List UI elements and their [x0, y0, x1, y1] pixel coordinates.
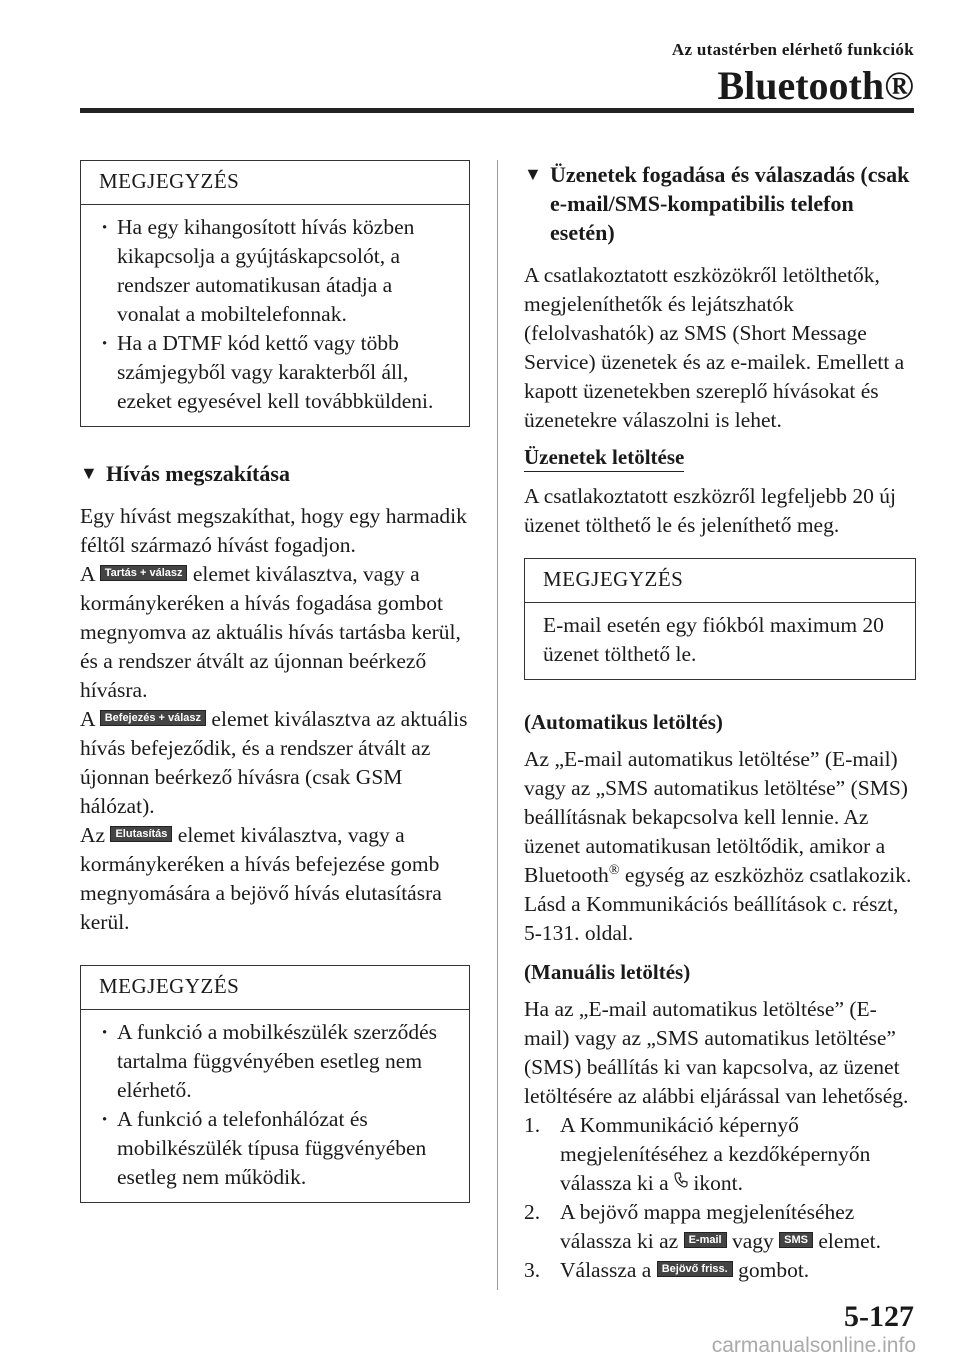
paragraph: Egy hívást megszakíthat, hogy egy harmadik féltől származó hívást fogadjon.	[80, 504, 467, 557]
chapter-header: Az utastérben elérhető funkciók	[671, 40, 914, 59]
triangle-icon: ▼	[524, 164, 542, 184]
note-text: E-mail esetén egy fiókból maximum 20 üzenet tölthető le.	[543, 613, 884, 666]
new-inbox-key: Bejövő friss.	[657, 1261, 733, 1277]
right-column	[524, 160, 916, 1285]
sms-key: SMS	[779, 1232, 813, 1248]
watermark: carmanualsonline.info	[711, 1334, 916, 1357]
left-column	[80, 160, 470, 1203]
paragraph: A csatlakoztatott eszközökről letölthetők, megjeleníthetők és lejátszhatók (felolvashatók) az SMS (Short Message Service) üzenetek és az e-mailek. Emellett a kapott üzenetekben szereplő hívásokat és üzenetekre válaszolni is lehet.	[524, 263, 905, 432]
paragraph: Az Elutasítás elemet kiválasztva, vagy a kormánykeréken a hívás befejezése gomb megnyomására a bejövő hívás elutasításra kerül.	[80, 823, 442, 934]
step-item: 2. A bejövő mappa megjelenítéséhez válassza ki az E-mail vagy SMS elemet.	[524, 1200, 882, 1253]
end-answer-key: Befejezés + válasz	[100, 710, 206, 726]
header-rule	[80, 108, 914, 113]
column-divider	[497, 160, 498, 1290]
page-title: Bluetooth®	[717, 63, 914, 108]
paragraph: Az „E-mail automatikus letöltése” (E-mail) vagy az „SMS automatikus letöltése” (SMS) beállításnak bekapcsolva kell lennie. Az üzenet automatikusan letöltődik, amikor a Bluetooth® egység az eszközhöz csatlakozik.	[524, 747, 912, 887]
communication-icon	[674, 1172, 688, 1188]
hold-answer-key: Tartás + válasz	[100, 565, 188, 581]
subsection-heading: Üzenetek letöltése	[524, 445, 684, 472]
paragraph: A Befejezés + válasz elemet kiválasztva az aktuális hívás befejeződik, és a rendszer átvált az újonnan beérkező hívásra (csak GSM hálózat).	[80, 707, 468, 818]
auto-download-heading: (Automatikus letöltés)	[524, 710, 723, 734]
section-heading: ▼ Hívás megszakítása	[80, 461, 290, 486]
paragraph: A Tartás + válasz elemet kiválasztva, vagy a kormánykeréken a hívás fogadása gombot megnyomva az aktuális hívás tartásba kerül, és a rendszer átvált az újonnan beérkező hívásra.	[80, 562, 461, 702]
reference: Lásd a Kommunikációs beállítások c. részt, 5-131. oldal.	[524, 892, 899, 945]
note-bullet: · A funkció a telefonhálózat és mobilkészülék típusa függvényében esetleg nem működik.	[99, 1105, 455, 1192]
note-heading: MEGJEGYZÉS	[81, 966, 469, 1010]
note-bullet: · Ha egy kihangosított hívás közben kikapcsolja a gyújtáskapcsolót, a rendszer automatikusan átadja a vonalat a mobiltelefonnak.	[99, 213, 455, 329]
note-box	[524, 558, 916, 680]
paragraph: Ha az „E-mail automatikus letöltése” (E-mail) vagy az „SMS automatikus letöltése” (SMS) beállítás ki van kapcsolva, az üzenet letöltésére az alábbi eljárással van lehetőség.	[524, 997, 909, 1108]
page-number: 5-127	[844, 1300, 914, 1333]
step-item: 3. Válassza a Bejövő friss. gombot.	[524, 1258, 810, 1282]
manual-download-heading: (Manuális letöltés)	[524, 960, 691, 984]
note-bullet: · A funkció a mobilkészülék szerződés tartalma függvényében esetleg nem elérhető.	[99, 1018, 455, 1105]
section-heading: ▼ Üzenetek fogadása és válaszadás (csak e-mail/SMS-kompatibilis telefon esetén)	[524, 162, 910, 245]
paragraph: A csatlakoztatott eszközről legfeljebb 20 új üzenet tölthető le és jeleníthető meg.	[524, 484, 896, 537]
reject-key: Elutasítás	[110, 826, 172, 842]
note-box	[80, 965, 470, 1203]
note-heading: MEGJEGYZÉS	[525, 559, 915, 603]
triangle-icon: ▼	[80, 463, 98, 483]
email-key: E-mail	[684, 1232, 727, 1248]
note-bullet: · Ha a DTMF kód kettő vagy több számjegyből vagy karakterből áll, ezeket egyesével kell továbbküldeni.	[99, 329, 455, 416]
note-heading: MEGJEGYZÉS	[81, 161, 469, 205]
step-item: 1. A Kommunikáció képernyő megjelenítéséhez a kezdőképernyőn válassza ki a ikont.	[524, 1113, 871, 1195]
note-box	[80, 160, 470, 427]
